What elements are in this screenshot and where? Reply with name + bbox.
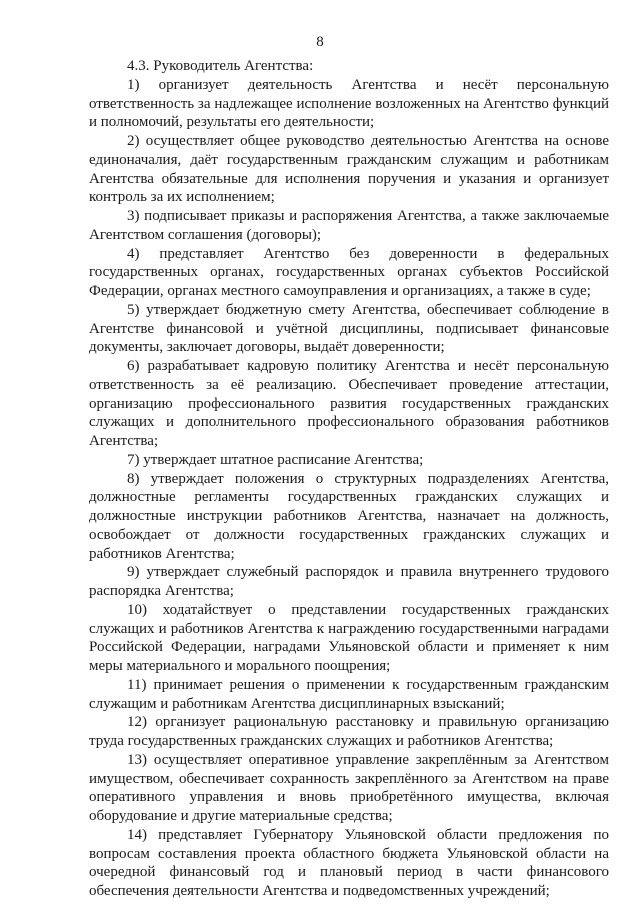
list-item: 12) организует рациональную расстановку и правильную организацию труда государственных гражданских служащих и работников Агентства; <box>89 714 609 749</box>
list-item: 9) утверждает служебный распорядок и правила внутреннего трудового распорядка Агентства; <box>89 564 609 599</box>
section-heading: 4.3. Руководитель Агентства: <box>127 58 314 74</box>
list-item: 13) осуществляет оперативное управление закреплённым за Агентством имуществом, обеспечивает сохранность закреплённого за Агентством на праве оперативного управления и вновь приобретённого имущества, включая оборудование и другие материальные средства; <box>89 751 609 824</box>
list-item: 5) утверждает бюджетную смету Агентства, обеспечивает соблюдение в Агентстве финансовой и учётной дисциплины, подписывает финансовые документы, заключает договоры, выдаёт доверенности; <box>89 301 609 356</box>
list-item: 2) осуществляет общее руководство деятельностью Агентства на основе единоначалия, даёт государственным гражданским служащим и работникам Агентства обязательные для исполнения поручения и указания и организует контроль за их исполнением; <box>89 133 609 206</box>
list-item: 14) представляет Губернатору Ульяновской области предложения по вопросам составления проекта областного бюджета Ульяновской области на очередной финансовый год и плановый период в части финансового обеспечения деятельности Агентства и подведомственных учреждений; <box>89 826 609 899</box>
list-item: 1) организует деятельность Агентства и несёт персональную ответственность за надлежащее исполнение возложенных на Агентство функций и полномочий, результаты его деятельности; <box>89 76 609 131</box>
list-item: 7) утверждает штатное расписание Агентства; <box>127 451 424 468</box>
list-item: 8) утверждает положения о структурных подразделениях Агентства, должностные регламенты государственных гражданских служащих и должностные инструкции работников Агентства, назначает на должность, освобождает от должности государственных гражданских служащих и работников Агентства; <box>89 470 609 562</box>
list-item: 10) ходатайствует о представлении государственных гражданских служащих и работников Агентства к награждению государственными наградами Российской Федерации, наградами Ульяновской области и применяет к ним меры материального и морального поощрения; <box>89 601 609 674</box>
list-item: 6) разрабатывает кадровую политику Агентства и несёт персональную ответственность за её реализацию. Обеспечивает проведение аттестации, организацию профессионального развития государственных гражданских служащих и дополнительного профессионального образования работников Агентства; <box>89 358 609 449</box>
document-body <box>89 57 609 901</box>
list-item: 11) принимает решения о применении к государственным гражданским служащим и работникам Агентства дисциплинарных взысканий; <box>89 676 609 712</box>
list-item: 3) подписывает приказы и распоряжения Агентства, а также заключаемые Агентством соглашения (договоры); <box>89 208 609 243</box>
page-number: 8 <box>316 34 324 50</box>
list-item: 4) представляет Агентство без доверенности в федеральных государственных органах, государственных органах субъектов Российской Федерации, органах местного самоуправления и организациях, а также в суде; <box>89 245 609 299</box>
